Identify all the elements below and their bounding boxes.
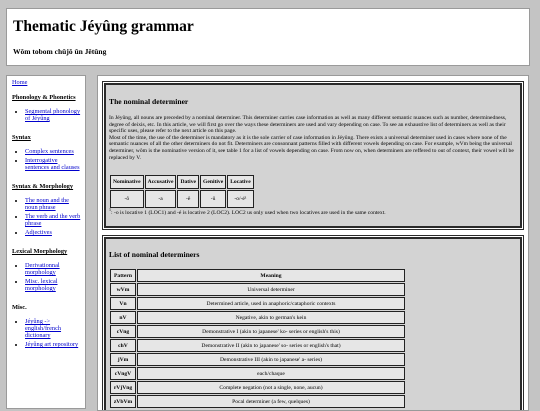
description-paragraph: In Jéyûng, all nouns are preceded by a nominal determiner. This determiner carries case information as well as many different semantic nuances such as number, determinedness, degree of deixis, etc. In this article, we will first go over the ways these determiners are used and vary depending on case. To see an exhaustive list of determiners as well as their specific uses, please refer to the next article on this page. (109, 115, 507, 135)
column-header: Locative (227, 175, 254, 189)
column-header-meaning: Meaning (137, 269, 405, 282)
page-header (6, 8, 530, 66)
nav-link-segmental-phonology[interactable]: Segmental phonology of Jéyûng (25, 108, 81, 122)
pattern-cell: cVng (110, 325, 136, 338)
meaning-cell: Pocal determiner (a few, quelques) (137, 395, 405, 408)
meaning-cell: Demonstrative II (akin to japanese' so- series or english's that) (137, 339, 405, 352)
table-cell: -o/-é¹ (227, 190, 254, 208)
column-header-pattern: Pattern (110, 269, 136, 282)
column-header: Accusative (145, 175, 177, 189)
determiner-list-panel (104, 237, 522, 411)
nav-item (25, 197, 81, 211)
table-row (110, 367, 405, 380)
home-link[interactable]: Home (12, 79, 28, 86)
table-cell: -ô (110, 190, 144, 208)
determiner-table-body (110, 283, 405, 408)
nav-section-syntax: Syntax (12, 134, 31, 141)
table-row (110, 339, 405, 352)
nav-list-misc (12, 318, 81, 348)
pattern-cell: nV (110, 311, 136, 324)
nav-list-syntax-morphology (12, 197, 81, 236)
table-cell: -ê (177, 190, 199, 208)
nav-item (25, 262, 81, 276)
nav-link-adjectives[interactable]: Adjectives (25, 229, 52, 236)
nominal-determiner-panel (104, 83, 522, 228)
nav-item (25, 148, 81, 155)
footnote (109, 206, 519, 217)
nav-section-phonology: Phonology & Phonetics (12, 94, 76, 101)
pattern-cell: chV (110, 339, 136, 352)
meaning-cell: each/chaque (137, 367, 405, 380)
table-row (110, 325, 405, 338)
table-row (110, 311, 405, 324)
nav-link-misc-lexical[interactable]: Misc. lexical morphology (25, 278, 58, 292)
sidebar-nav (6, 75, 86, 409)
column-header: Nominative (110, 175, 144, 189)
nav-section-lexical-morphology: Lexical Morphology (12, 248, 68, 255)
nav-link-noun-phrase[interactable]: The noun and the noun phrase (25, 197, 69, 211)
footnote-text: : -o is locative 1 (LOC1) and -é is locative 2 (LOC2). LOC2 us only used when two locatives are used in the same context. (111, 209, 386, 216)
pattern-cell: rVjVng (110, 381, 136, 394)
meaning-cell: Demonstrative III (akin to japanese' a- series) (137, 353, 405, 366)
table-row (110, 283, 405, 296)
nav-list-syntax (12, 148, 81, 171)
meaning-cell: Universal determiner (137, 283, 405, 296)
table-row (110, 297, 405, 310)
nav-item (25, 108, 81, 122)
description-paragraph: Most of the time, the use of the determiner is mandatory as it is the sole carrier of case information in Jéyûng. There exists a universal determiner used in cases where none of the semantic nuances of all the other determiners do not fit. Determiners are consonnant patterns filled with different vowels depending on case. For example, wVm being the universal determiner, wôm is the nominative version of it, see table 1 for a list of vowels depending on case. From now on, when determiners are reffered to out of context, their vowel will be replaced by V. (109, 134, 514, 161)
nav-list-phonology (12, 108, 81, 122)
nav-item (25, 157, 81, 171)
section-title: The nominal determiner (109, 97, 189, 106)
table-cell: -û (200, 190, 226, 208)
nav-link-art-repository[interactable]: Jéyûng art repository (25, 341, 79, 348)
nav-link-derivational[interactable]: Derivationnal morphology (25, 262, 60, 276)
nav-item (25, 341, 81, 348)
meaning-cell: Demonstrative I (akin to japanese' ko- series or english's this) (137, 325, 405, 338)
nav-item (25, 229, 81, 236)
table-header-row (110, 269, 405, 282)
nav-item (25, 318, 81, 339)
nav-list-lexical-morphology (12, 262, 81, 292)
case-vowel-table (109, 174, 255, 209)
column-header: Dative (177, 175, 199, 189)
main-content (97, 75, 529, 411)
table-row (110, 395, 405, 408)
nav-link-verb-phrase[interactable]: The verb and the verb phrase (25, 213, 81, 227)
column-header: Genitive (200, 175, 226, 189)
nav-link-dictionary[interactable]: Jéyûng -> english/french dictionary (25, 318, 62, 339)
pattern-cell: cVngV (110, 367, 136, 380)
nav-section-syntax-morphology: Syntax & Morphology (12, 183, 74, 190)
pattern-cell: Vn (110, 297, 136, 310)
determiner-table (109, 268, 406, 409)
table-row (110, 381, 405, 394)
nav-item (25, 278, 81, 292)
footnote-mark: 1 (109, 207, 111, 212)
table-header-row (110, 175, 254, 189)
table-row (110, 353, 405, 366)
meaning-cell: Negative, akin to german's kein (137, 311, 405, 324)
section-description (109, 115, 519, 161)
nav-link-interrogative[interactable]: Interrogative sentences and clauses (25, 157, 80, 171)
pattern-cell: wVm (110, 283, 136, 296)
pattern-cell: jVm (110, 353, 136, 366)
site-subtitle: Wôm tobom chûjô ûn Jêtûng (13, 47, 107, 56)
meaning-cell: Complete negation (not a single, none, aucun) (137, 381, 405, 394)
site-title: Thematic Jéyûng grammar (13, 18, 194, 35)
section-title: List of nominal determiners (109, 250, 200, 259)
meaning-cell: Determined article, used in anaphoric/cataphoric contexts (137, 297, 405, 310)
pattern-cell: zVbVm (110, 395, 136, 408)
nav-link-complex-sentences[interactable]: Complex sentences (25, 148, 74, 155)
nav-item (25, 213, 81, 227)
table-cell: -a (145, 190, 177, 208)
nav-section-misc: Misc. (12, 304, 27, 311)
